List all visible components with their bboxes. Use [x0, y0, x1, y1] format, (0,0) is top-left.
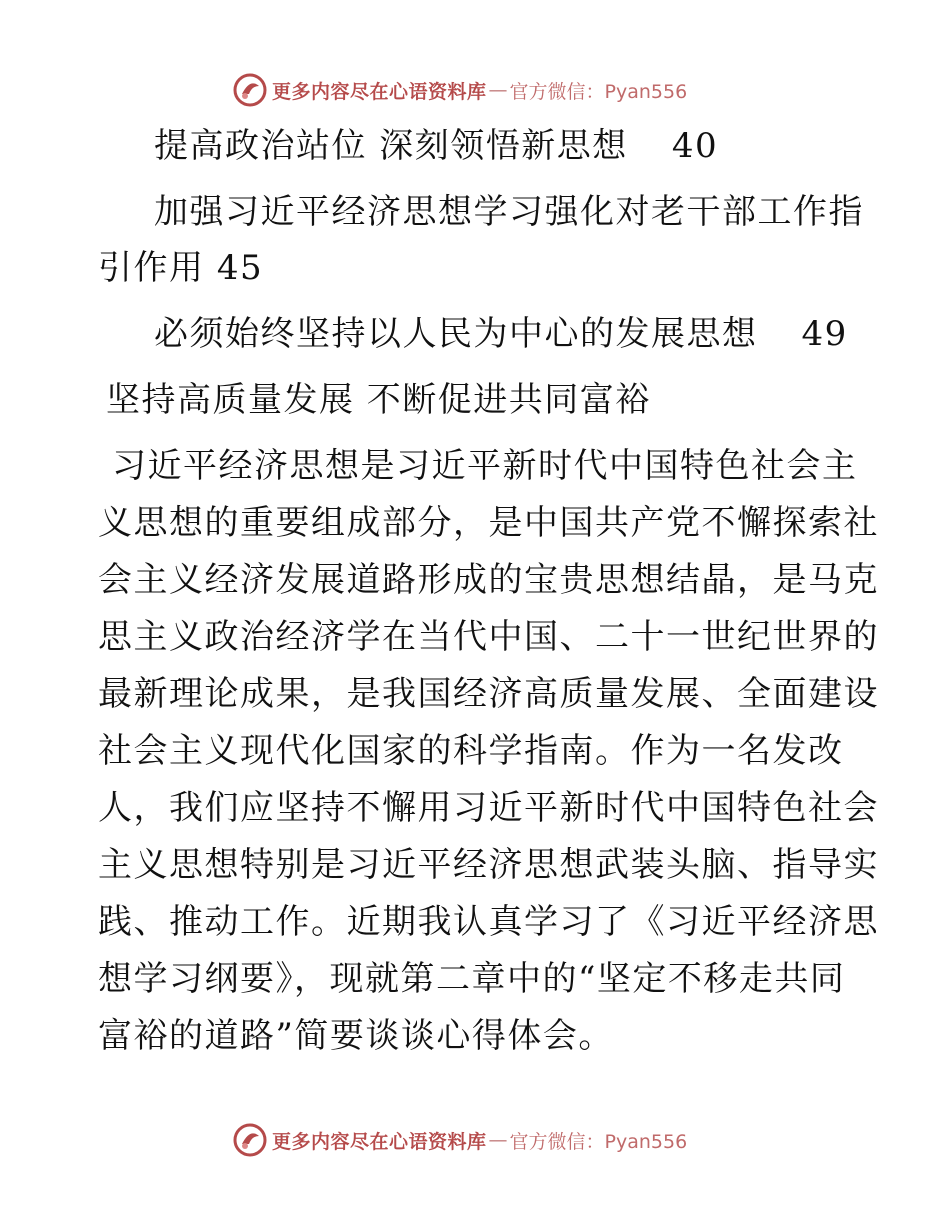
banner-wechat: 官方微信：Pyan556 — [509, 80, 688, 103]
toc-title: 提高政治站位 深刻领悟新思想 — [154, 126, 628, 166]
toc-entry — [98, 184, 864, 296]
header-banner — [232, 70, 687, 110]
paragraph-line: 社会主义现代化国家的科学指南。作为一名发改 — [98, 731, 844, 771]
toc-title-line: 加强习近平经济思想学习强化对老干部工作指 — [154, 192, 864, 232]
article-paragraph — [98, 438, 879, 1065]
swirl-logo-icon — [232, 72, 268, 108]
banner-separator: — — [488, 1129, 508, 1151]
toc-title-line — [98, 240, 858, 296]
document-body — [98, 118, 879, 1065]
banner-slogan: 更多内容尽在心语资料库 — [272, 80, 487, 103]
toc-title: 必须始终坚持以人民为中心的发展思想 — [154, 314, 758, 354]
paragraph-line: 想学习纲要》，现就第二章中的“坚定不移走共同 — [98, 959, 846, 999]
toc-title-line — [98, 118, 858, 174]
toc-page-number: 49 — [801, 314, 848, 354]
toc-entry — [98, 118, 858, 174]
footer-banner — [232, 1120, 687, 1160]
paragraph-line: 主义思想特别是习近平经济思想武装头脑、指导实 — [98, 845, 879, 885]
toc-entry — [98, 306, 858, 362]
toc-title-line — [98, 306, 858, 362]
toc-title: 引作用 — [98, 248, 205, 288]
paragraph-line: 最新理论成果，是我国经济高质量发展、全面建设 — [98, 674, 879, 714]
swirl-logo-icon — [232, 1122, 268, 1158]
banner-wechat: 官方微信：Pyan556 — [509, 1130, 688, 1153]
toc-page-number: 40 — [671, 126, 719, 166]
article-heading: 坚持高质量发展 不断促进共同富裕 — [106, 380, 651, 420]
paragraph-line: 会主义经济发展道路形成的宝贵思想结晶，是马克 — [98, 560, 879, 600]
paragraph-line: 义思想的重要组成部分，是中国共产党不懈探索社 — [98, 503, 879, 543]
toc-page-number: 45 — [216, 248, 264, 288]
paragraph-line: 习近平经济思想是习近平新时代中国特色社会主 — [112, 446, 858, 486]
paragraph-line: 富裕的道路”简要谈谈心得体会。 — [98, 1016, 614, 1056]
paragraph-line: 人，我们应坚持不懈用习近平新时代中国特色社会 — [98, 788, 879, 828]
banner-slogan: 更多内容尽在心语资料库 — [272, 1130, 487, 1153]
paragraph-line: 思主义政治经济学在当代中国、二十一世纪世界的 — [98, 617, 879, 657]
paragraph-line: 践、推动工作。近期我认真学习了《习近平经济思 — [98, 902, 879, 942]
banner-separator: — — [488, 79, 508, 101]
